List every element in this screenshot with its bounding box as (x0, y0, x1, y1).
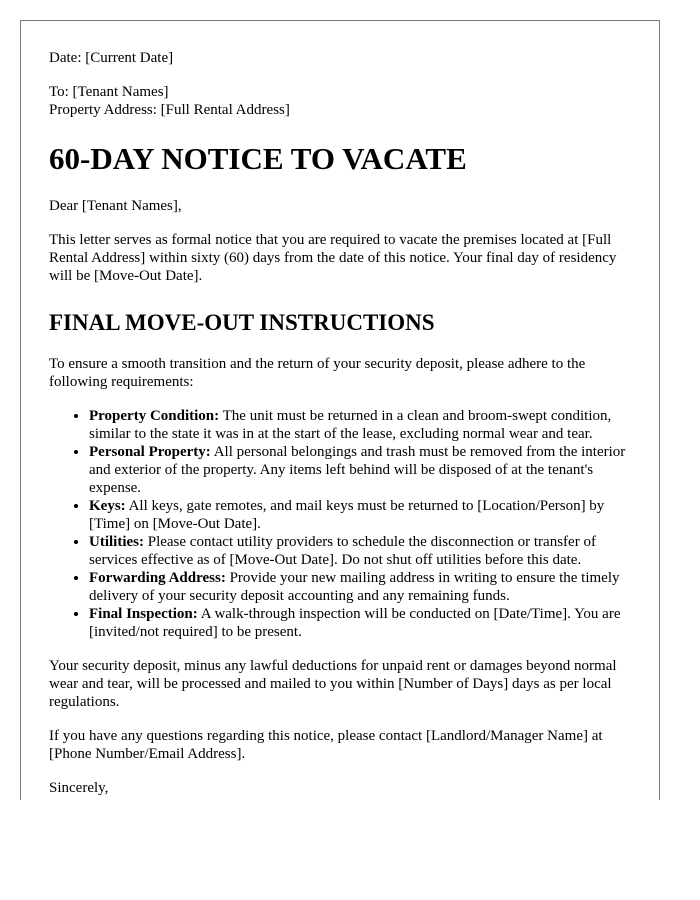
requirement-text: Please contact utility providers to schedule the disconnection or transfer of services effective as of [Move-Out Date]. Do not shut off utilities before this date. (89, 534, 596, 568)
contact-paragraph: If you have any questions regarding this notice, please contact [Landlord/Manager Name] at [Phone Number/Email Address]. (49, 728, 603, 762)
requirement-label: Utilities: (89, 534, 144, 550)
requirement-text: All keys, gate remotes, and mail keys must be returned to [Location/Person] by [Time] on [Move-Out Date]. (89, 498, 605, 532)
letter-page (20, 20, 660, 800)
to-line: To: [Tenant Names] (49, 84, 169, 100)
requirement-label: Personal Property: (89, 444, 211, 460)
requirement-label: Final Inspection: (89, 606, 198, 622)
instructions-intro: To ensure a smooth transition and the return of your security deposit, please adhere to the following requirements: (49, 356, 586, 390)
requirement-label: Keys: (89, 498, 126, 514)
list-item (89, 407, 631, 443)
notice-title: 60-DAY NOTICE TO VACATE (49, 141, 467, 176)
property-address-line: Property Address: [Full Rental Address] (49, 102, 290, 118)
list-item (89, 443, 631, 497)
salutation: Dear [Tenant Names], (49, 198, 182, 214)
requirement-label: Forwarding Address: (89, 570, 226, 586)
requirement-text: A walk-through inspection will be conducted on [Date/Time]. You are [invited/not required] to be present. (89, 606, 621, 640)
section-heading: FINAL MOVE-OUT INSTRUCTIONS (49, 310, 435, 335)
deposit-paragraph: Your security deposit, minus any lawful deductions for unpaid rent or damages beyond normal wear and tear, will be processed and mailed to you within [Number of Days] days as per local regulations. (49, 658, 617, 710)
list-item (89, 605, 631, 641)
closing-line: Sincerely, (49, 780, 109, 796)
list-item (89, 533, 631, 569)
requirement-label: Property Condition: (89, 408, 220, 424)
list-item (89, 569, 631, 605)
requirement-text: All personal belongings and trash must be removed from the interior and exterior of the property. Any items left behind will be disposed of at the tenant's expense. (89, 444, 626, 496)
requirement-text: The unit must be returned in a clean and broom-swept condition, similar to the state it was in at the start of the lease, excluding normal wear and tear. (89, 408, 612, 442)
intro-paragraph: This letter serves as formal notice that you are required to vacate the premises located at [Full Rental Address] within sixty (60) days from the date of this notice. Your final day of residency will be [Move-Out Date]. (49, 232, 617, 284)
date-line: Date: [Current Date] (49, 50, 174, 66)
list-item (89, 497, 631, 533)
recipient-block (49, 83, 631, 119)
requirement-text: Provide your new mailing address in writing to ensure the timely delivery of your security deposit accounting and any remaining funds. (89, 570, 620, 604)
requirements-list (49, 407, 631, 641)
